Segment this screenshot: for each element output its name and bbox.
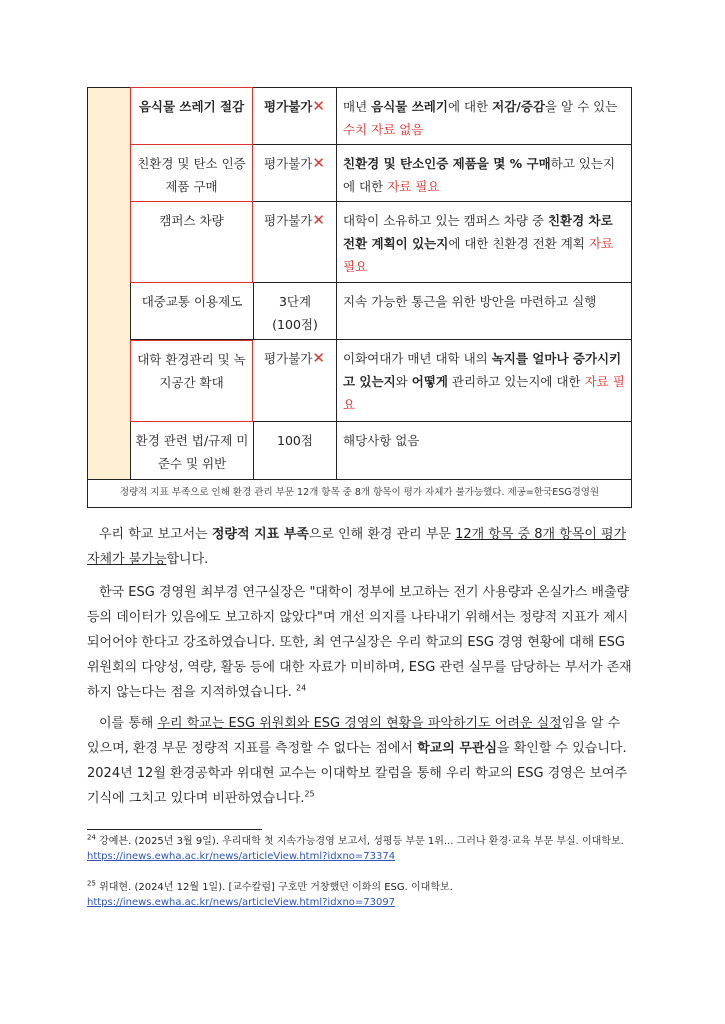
description-cell — [336, 87, 632, 145]
text-run: 임을 알 수 있으며, 환경 부문 정량적 지표를 측정할 수 없다는 점에서 — [87, 716, 621, 756]
footnote-separator — [87, 829, 262, 830]
score-cell — [253, 422, 336, 480]
bold-run: 정량적 지표 부족 — [211, 527, 309, 542]
desc-text: 에 대한 친환경 전환 계획 — [448, 236, 589, 251]
desc-text: 을 알 수 있는 — [545, 99, 618, 114]
paragraph-3 — [87, 711, 632, 811]
text-run: 을 확인할 수 있습니다. 2024년 12월 환경공학과 위대현 교수는 이대학보 칼럼을 통해 우리 학교의 ESG 경영은 보여주기식에 그치고 있다며 비판하였습니다. — [87, 741, 628, 806]
table-row — [87, 87, 632, 145]
footnote-ref-25[interactable]: 25 — [304, 789, 315, 799]
indicator-cell — [130, 145, 253, 202]
score-label: 평가불가 — [264, 351, 313, 366]
score-cell — [253, 340, 336, 422]
footnote-link[interactable]: https://inews.ewha.ac.kr/news/articleView.html?idxno=73097 — [87, 897, 396, 908]
score-label: 평가불가 — [264, 213, 313, 228]
indicator-label: 캠퍼스 차량 — [159, 213, 224, 228]
text-run: 한국 ESG 경영원 최부경 연구실장은 "대학이 정부에 보고하는 전기 사용량과 온실가스 배출량 등의 데이터가 있음에도 보고하지 않았다"며 개선 의지를 나타내기 위해서는 정량적 지표가 제시되어어야 한다고 강조하였습니다. 또한, 최 연구실장은 우리 학교의 ESG 경영 현황에 대해 ESG 위원회의 다양성, 역량, 활동 등에 대한 자료가 미비하며, ESG 관련 실무를 담당하는 부서가 존재하지 않는다는 점을 지적하였습니다. — [87, 585, 632, 700]
indicator-label: 음식물 쓰레기 절감 — [138, 99, 245, 114]
score-label: 평가불가 — [264, 99, 313, 114]
desc-bold: 어떻게 — [411, 374, 448, 389]
desc-text: 매년 — [343, 99, 372, 114]
indicator-label: 친환경 및 탄소 인증 제품 구매 — [137, 156, 246, 194]
score-cell — [253, 87, 336, 145]
bold-run: 학교의 무관심 — [417, 741, 498, 756]
environment-evaluation-table — [87, 87, 632, 480]
desc-text: 이화여대가 매년 대학 내의 — [343, 351, 492, 366]
description-cell — [336, 145, 632, 202]
red-x-mark-icon: ✕ — [312, 97, 325, 115]
desc-text: 지속 가능한 통근을 위한 방안을 마련하고 실행 — [343, 294, 597, 309]
red-x-mark-icon: ✕ — [312, 349, 325, 367]
table-caption: 정량적 지표 부족으로 인해 환경 관리 부문 12개 항목 중 8개 항목이 평가 자체가 불가능했다. 제공=한국ESG경영원 — [87, 477, 632, 508]
category-side-cell — [87, 87, 130, 145]
desc-red: 수치 자료 없음 — [343, 122, 424, 137]
desc-bold: 저감/증감 — [492, 99, 545, 114]
underlined-run: 12개 항목 중 8개 항목이 평가 자체가 불가능 — [87, 527, 627, 567]
category-side-cell — [87, 145, 130, 202]
table-row — [87, 340, 632, 422]
desc-bold: 음식물 쓰레기 — [371, 99, 448, 114]
desc-text: 하고 있는지에 대한 — [343, 156, 616, 194]
paragraph-1 — [87, 522, 632, 572]
underlined-run: 우리 학교는 ESG 위원회와 ESG 경영의 현황을 파악하기도 어려운 실정 — [157, 716, 562, 731]
indicator-cell — [130, 340, 253, 422]
red-x-mark-icon: ✕ — [312, 154, 325, 172]
footnote-ref-24[interactable]: 24 — [296, 683, 307, 693]
red-x-mark-icon: ✕ — [312, 211, 325, 229]
description-cell — [336, 340, 632, 422]
description-cell — [336, 202, 632, 283]
description-cell — [336, 283, 632, 340]
footnote-24 — [87, 834, 632, 864]
footnote-25 — [87, 880, 632, 910]
desc-text: 관리하고 있는지에 대한 — [447, 374, 585, 389]
score-label: 3단계 (100점) — [272, 294, 318, 332]
desc-bold: 친환경 및 탄소인증 제품을 몇 % 구매 — [343, 156, 551, 171]
indicator-label: 대학 환경관리 및 녹지공간 확대 — [137, 352, 246, 390]
text-run: 이를 통해 — [99, 716, 158, 731]
indicator-cell — [130, 283, 253, 340]
score-cell — [253, 145, 336, 202]
desc-text: 해당사항 없음 — [343, 433, 420, 448]
footnote-number: 25 — [87, 879, 96, 888]
table-row — [87, 145, 632, 202]
category-side-cell — [87, 202, 130, 283]
text-run: 우리 학교 보고서는 — [99, 527, 212, 542]
footnote-number: 24 — [87, 833, 96, 842]
indicator-cell — [130, 87, 253, 145]
score-cell — [253, 202, 336, 283]
indicator-label: 환경 관련 법/규제 미준수 및 위반 — [135, 433, 249, 471]
desc-bold: 녹지를 얼마나 증가시키고 있는지 — [343, 351, 622, 389]
paragraph-2 — [87, 580, 632, 705]
category-side-cell — [87, 422, 130, 480]
footnote-text: 위대현. (2024년 12월 1일). [교수칼럼] 구호만 거창했던 이화의 ESG. 이대학보. — [99, 882, 453, 893]
category-side-cell — [87, 340, 130, 422]
desc-text: 와 — [395, 374, 412, 389]
desc-bold: 친환경 차로 전환 계획이 있는지 — [343, 213, 613, 251]
text-run: 합니다. — [166, 552, 209, 567]
description-cell — [336, 422, 632, 480]
desc-red: 자료 필요 — [343, 236, 614, 274]
score-label: 평가불가 — [264, 156, 313, 171]
table-row — [87, 283, 632, 340]
desc-red: 자료 필요 — [387, 179, 440, 194]
table-row — [87, 202, 632, 283]
text-run: 으로 인해 환경 관리 부문 — [308, 527, 456, 542]
desc-text: 대학이 소유하고 있는 캠퍼스 차량 중 — [343, 213, 548, 228]
indicator-cell — [130, 202, 253, 283]
footnote-link[interactable]: https://inews.ewha.ac.kr/news/articleView.html?idxno=73374 — [87, 851, 396, 862]
score-cell — [253, 283, 336, 340]
category-side-cell — [87, 283, 130, 340]
score-label: 100점 — [277, 433, 313, 448]
footnote-text: 강예븐. (2025년 3월 9일). 우리대학 첫 지속가능경영 보고서, 성평등 부문 1위... 그러나 환경·교육 부문 부실. 이대학보. — [99, 836, 624, 847]
desc-text: 에 대한 — [447, 99, 493, 114]
desc-red: 자료 필요 — [343, 374, 625, 412]
indicator-cell — [130, 422, 253, 480]
indicator-label: 대중교통 이용제도 — [141, 294, 243, 309]
table-row — [87, 422, 632, 480]
